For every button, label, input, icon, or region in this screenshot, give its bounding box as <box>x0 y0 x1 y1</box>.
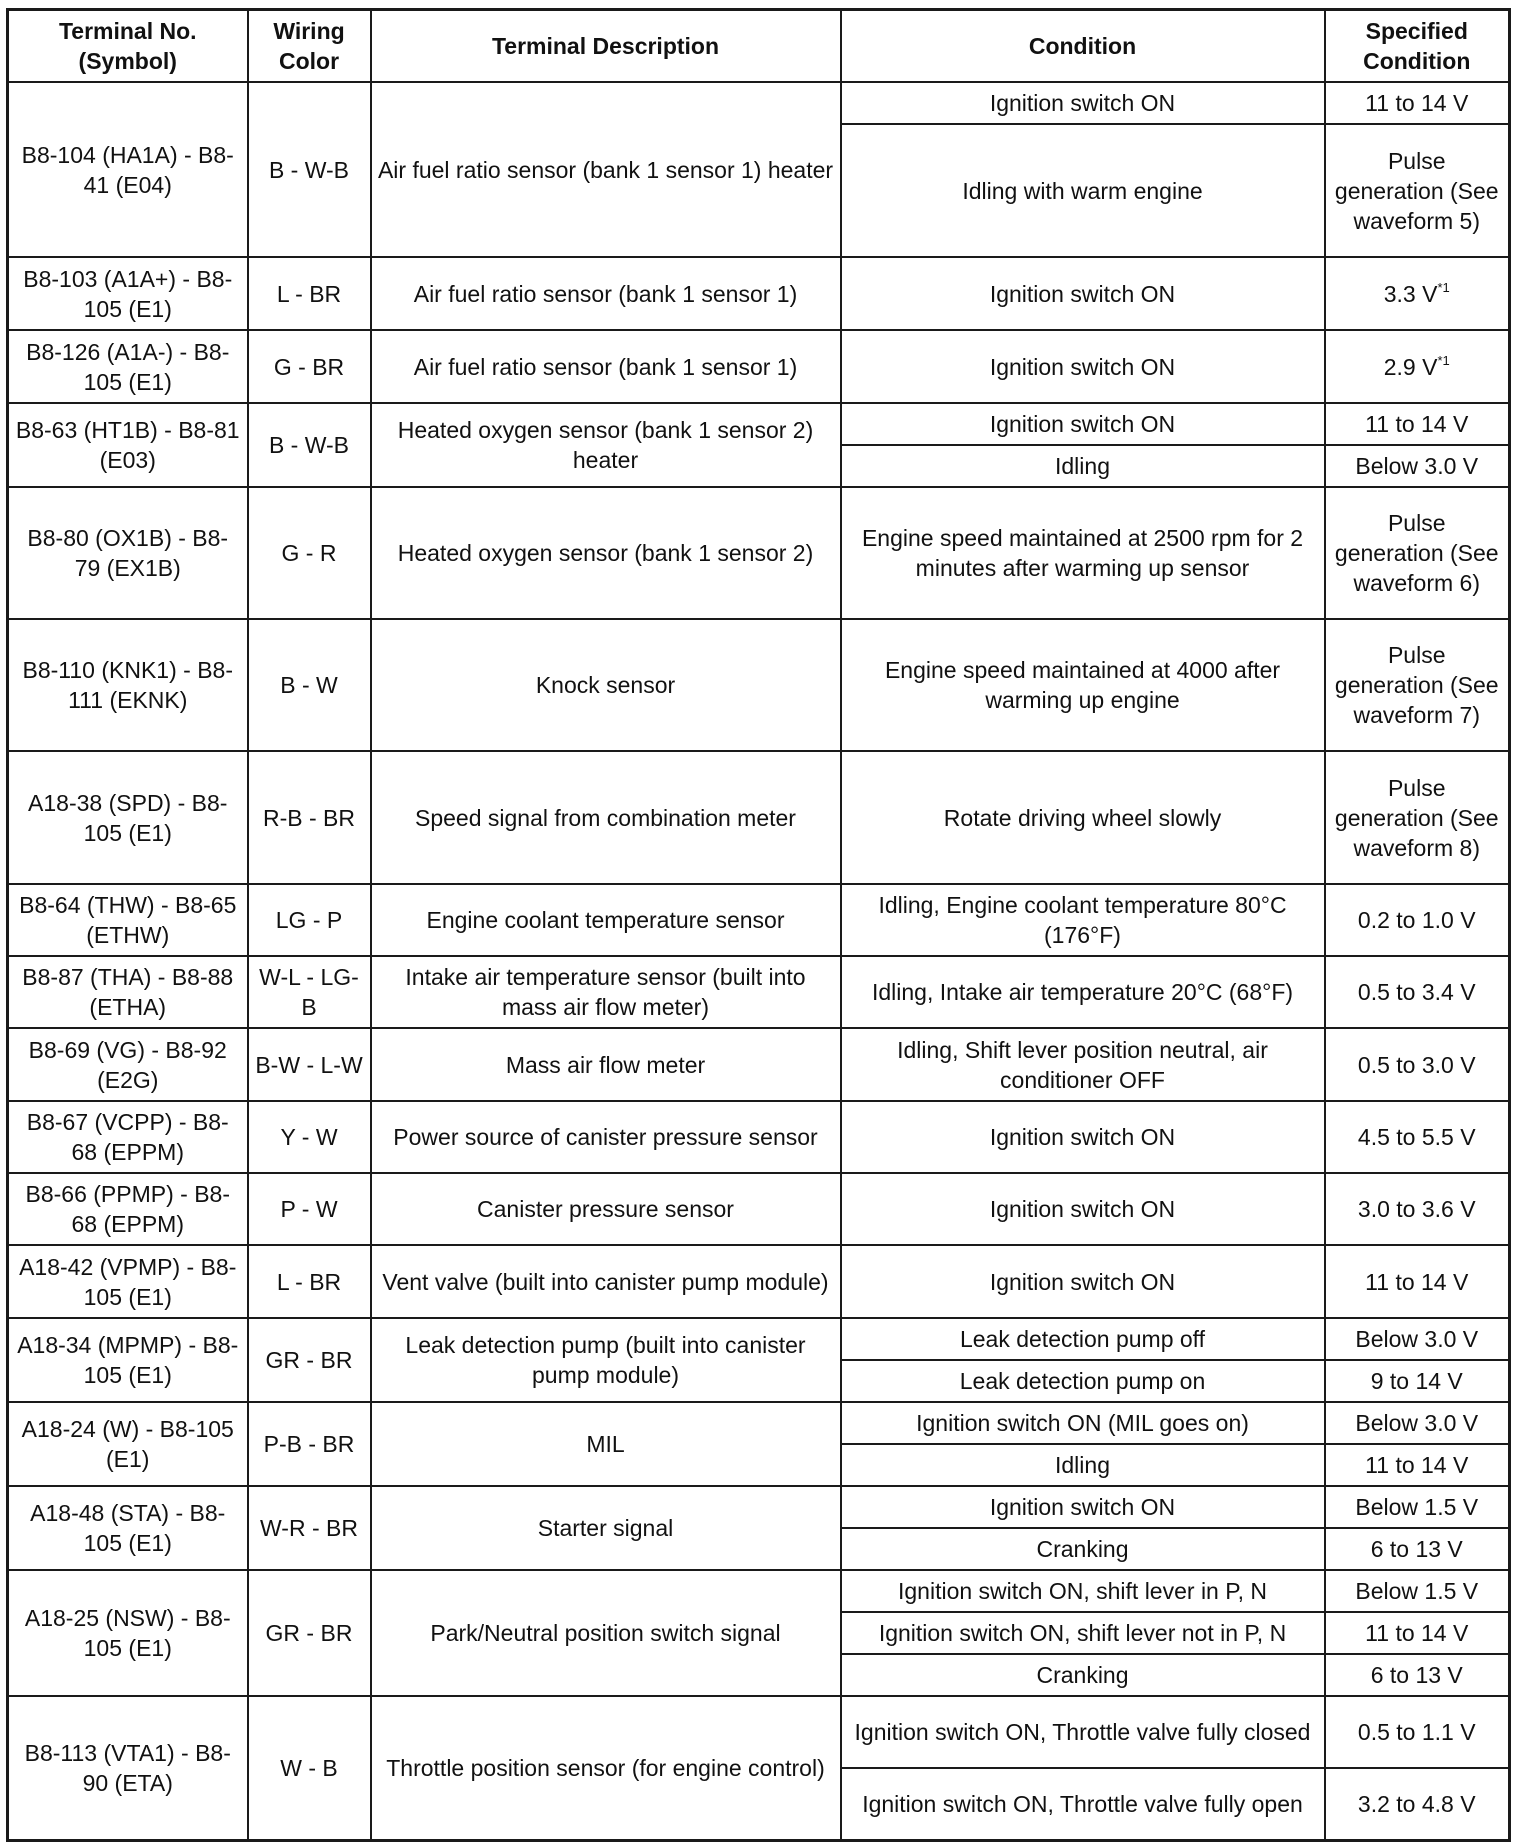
specified-condition-cell <box>1325 330 1510 403</box>
terminal-cell: A18-38 (SPD) - B8-105 (E1) <box>8 751 248 884</box>
specified-value: Pulse generation (See waveform 7) <box>1334 642 1499 728</box>
condition-cell: Ignition switch ON (MIL goes on) <box>841 1402 1325 1444</box>
wiring-color-cell: Y - W <box>248 1101 371 1173</box>
terminal-cell: B8-87 (THA) - B8-88 (ETHA) <box>8 956 248 1028</box>
terminal-cell: A18-48 (STA) - B8-105 (E1) <box>8 1486 248 1570</box>
specified-value: 6 to 13 V <box>1370 1662 1463 1688</box>
specified-value: 0.5 to 3.4 V <box>1357 979 1476 1005</box>
condition-cell: Ignition switch ON <box>841 330 1325 403</box>
condition-cell: Ignition switch ON <box>841 1245 1325 1318</box>
wiring-color-cell: GR - BR <box>248 1318 371 1402</box>
wiring-color-cell: G - R <box>248 487 371 619</box>
condition-cell: Idling, Shift lever position neutral, air conditioner OFF <box>841 1028 1325 1101</box>
specified-value: Below 1.5 V <box>1355 1578 1479 1604</box>
wiring-color-cell: G - BR <box>248 330 371 403</box>
header-specified-condition: Specified Condition <box>1325 10 1510 83</box>
specified-value: 11 to 14 V <box>1365 1620 1469 1646</box>
specified-condition-cell <box>1325 257 1510 330</box>
specified-value: 9 to 14 V <box>1370 1368 1463 1394</box>
terminal-cell: B8-67 (VCPP) - B8-68 (EPPM) <box>8 1101 248 1173</box>
table-row <box>8 751 1510 884</box>
wiring-color-cell: B - W <box>248 619 371 751</box>
specified-value: Pulse generation (See waveform 5) <box>1334 147 1499 234</box>
terminal-description-cell: MIL <box>371 1402 841 1486</box>
specified-value: 11 to 14 V <box>1365 1452 1469 1478</box>
table-row <box>8 956 1510 1028</box>
condition-cell: Cranking <box>841 1528 1325 1570</box>
terminal-cell: B8-110 (KNK1) - B8-111 (EKNK) <box>8 619 248 751</box>
table-row <box>8 1318 1510 1360</box>
table-row <box>8 1696 1510 1768</box>
table-row <box>8 1245 1510 1318</box>
spec-table-wrapper <box>6 8 1508 1842</box>
specified-condition-cell <box>1325 619 1510 751</box>
specified-condition-cell <box>1325 403 1510 445</box>
wiring-color-cell: P - W <box>248 1173 371 1245</box>
footnote-marker: *1 <box>1437 352 1450 368</box>
specified-condition-cell <box>1325 1612 1510 1654</box>
condition-cell: Leak detection pump on <box>841 1360 1325 1402</box>
terminal-description-cell: Canister pressure sensor <box>371 1173 841 1245</box>
header-wiring-color: Wiring Color <box>248 10 371 83</box>
condition-cell: Ignition switch ON <box>841 1486 1325 1528</box>
specified-condition-cell <box>1325 1173 1510 1245</box>
specified-condition-cell <box>1325 1528 1510 1570</box>
specified-value: Below 3.0 V <box>1355 453 1479 479</box>
wiring-color-cell: W - B <box>248 1696 371 1840</box>
condition-cell: Leak detection pump off <box>841 1318 1325 1360</box>
condition-cell: Ignition switch ON, shift lever not in P, N <box>841 1612 1325 1654</box>
specified-condition-cell <box>1325 82 1510 124</box>
specified-condition-cell <box>1325 1245 1510 1318</box>
table-row <box>8 257 1510 330</box>
table-row <box>8 487 1510 619</box>
condition-cell: Ignition switch ON <box>841 82 1325 124</box>
specified-value: 4.5 to 5.5 V <box>1357 1124 1476 1150</box>
terminal-description-cell: Mass air flow meter <box>371 1028 841 1101</box>
specified-condition-cell <box>1325 1444 1510 1486</box>
wiring-color-cell: LG - P <box>248 884 371 956</box>
specified-condition-cell <box>1325 124 1510 257</box>
terminal-cell: B8-126 (A1A-) - B8-105 (E1) <box>8 330 248 403</box>
condition-cell: Engine speed maintained at 4000 after warming up engine <box>841 619 1325 751</box>
header-condition: Condition <box>841 10 1325 83</box>
table-row <box>8 1101 1510 1173</box>
terminal-cell: A18-34 (MPMP) - B8-105 (E1) <box>8 1318 248 1402</box>
specified-value: Below 3.0 V <box>1355 1410 1479 1436</box>
condition-cell: Ignition switch ON <box>841 403 1325 445</box>
terminal-description-cell: Leak detection pump (built into canister pump module) <box>371 1318 841 1402</box>
specified-value: 6 to 13 V <box>1370 1536 1463 1562</box>
condition-cell: Cranking <box>841 1654 1325 1696</box>
specified-condition-cell <box>1325 1028 1510 1101</box>
condition-cell: Ignition switch ON <box>841 257 1325 330</box>
specified-value: Pulse generation (See waveform 8) <box>1334 774 1499 861</box>
table-body <box>8 82 1510 1840</box>
terminal-spec-table <box>6 8 1511 1842</box>
condition-cell: Ignition switch ON, Throttle valve fully open <box>841 1768 1325 1840</box>
terminal-description-cell: Heated oxygen sensor (bank 1 sensor 2) <box>371 487 841 619</box>
condition-cell: Rotate driving wheel slowly <box>841 751 1325 884</box>
terminal-cell: B8-63 (HT1B) - B8-81 (E03) <box>8 403 248 487</box>
wiring-color-cell: B - W-B <box>248 403 371 487</box>
table-row <box>8 884 1510 956</box>
specified-value: 0.5 to 1.1 V <box>1357 1719 1476 1745</box>
footnote-marker: *1 <box>1437 279 1450 295</box>
table-row <box>8 403 1510 445</box>
condition-cell: Idling, Intake air temperature 20°C (68°F) <box>841 956 1325 1028</box>
specified-condition-cell <box>1325 1570 1510 1612</box>
wiring-color-cell: L - BR <box>248 257 371 330</box>
terminal-cell: B8-80 (OX1B) - B8-79 (EX1B) <box>8 487 248 619</box>
specified-condition-cell <box>1325 1486 1510 1528</box>
table-row <box>8 82 1510 124</box>
specified-condition-cell <box>1325 1101 1510 1173</box>
table-row <box>8 330 1510 403</box>
wiring-color-cell: B-W - L-W <box>248 1028 371 1101</box>
specified-value: 3.0 to 3.6 V <box>1357 1196 1476 1222</box>
condition-cell: Ignition switch ON <box>841 1101 1325 1173</box>
terminal-description-cell: Speed signal from combination meter <box>371 751 841 884</box>
specified-value: Below 1.5 V <box>1355 1494 1479 1520</box>
specified-value: 3.2 to 4.8 V <box>1357 1790 1476 1817</box>
specified-condition-cell <box>1325 1318 1510 1360</box>
specified-value: Below 3.0 V <box>1355 1326 1479 1352</box>
terminal-description-cell: Air fuel ratio sensor (bank 1 sensor 1) <box>371 257 841 330</box>
condition-cell: Idling, Engine coolant temperature 80°C (176°F) <box>841 884 1325 956</box>
terminal-description-cell: Intake air temperature sensor (built into mass air flow meter) <box>371 956 841 1028</box>
condition-cell: Idling with warm engine <box>841 124 1325 257</box>
specified-condition-cell <box>1325 1696 1510 1768</box>
wiring-color-cell: L - BR <box>248 1245 371 1318</box>
specified-value: Pulse generation (See waveform 6) <box>1334 510 1499 596</box>
terminal-cell: A18-25 (NSW) - B8-105 (E1) <box>8 1570 248 1696</box>
terminal-description-cell: Heated oxygen sensor (bank 1 sensor 2) heater <box>371 403 841 487</box>
terminal-cell: B8-113 (VTA1) - B8-90 (ETA) <box>8 1696 248 1840</box>
table-row <box>8 1486 1510 1528</box>
specified-condition-cell <box>1325 956 1510 1028</box>
table-row <box>8 1570 1510 1612</box>
table-row <box>8 1028 1510 1101</box>
specified-condition-cell <box>1325 487 1510 619</box>
wiring-color-cell: GR - BR <box>248 1570 371 1696</box>
terminal-cell: B8-104 (HA1A) - B8-41 (E04) <box>8 82 248 257</box>
terminal-cell: A18-42 (VPMP) - B8-105 (E1) <box>8 1245 248 1318</box>
specified-value: 11 to 14 V <box>1365 90 1469 116</box>
condition-cell: Ignition switch ON, Throttle valve fully closed <box>841 1696 1325 1768</box>
specified-value: 3.3 V <box>1383 280 1438 307</box>
specified-value: 0.2 to 1.0 V <box>1357 907 1476 933</box>
terminal-cell: B8-64 (THW) - B8-65 (ETHW) <box>8 884 248 956</box>
terminal-description-cell: Power source of canister pressure sensor <box>371 1101 841 1173</box>
wiring-color-cell: W-R - BR <box>248 1486 371 1570</box>
wiring-color-cell: R-B - BR <box>248 751 371 884</box>
wiring-color-cell: B - W-B <box>248 82 371 257</box>
terminal-description-cell: Vent valve (built into canister pump module) <box>371 1245 841 1318</box>
table-row <box>8 1402 1510 1444</box>
specified-value: 0.5 to 3.0 V <box>1357 1051 1476 1078</box>
specified-value: 11 to 14 V <box>1365 1268 1469 1295</box>
terminal-description-cell: Air fuel ratio sensor (bank 1 sensor 1) <box>371 330 841 403</box>
specified-condition-cell <box>1325 445 1510 487</box>
terminal-cell: B8-66 (PPMP) - B8-68 (EPPM) <box>8 1173 248 1245</box>
terminal-cell: B8-103 (A1A+) - B8-105 (E1) <box>8 257 248 330</box>
specified-value: 2.9 V <box>1383 353 1438 380</box>
terminal-cell: A18-24 (W) - B8-105 (E1) <box>8 1402 248 1486</box>
specified-condition-cell <box>1325 1654 1510 1696</box>
condition-cell: Idling <box>841 445 1325 487</box>
terminal-description-cell: Air fuel ratio sensor (bank 1 sensor 1) heater <box>371 82 841 257</box>
specified-value: 11 to 14 V <box>1365 411 1469 437</box>
terminal-cell: B8-69 (VG) - B8-92 (E2G) <box>8 1028 248 1101</box>
header-terminal: Terminal No. (Symbol) <box>8 10 248 83</box>
terminal-description-cell: Knock sensor <box>371 619 841 751</box>
header-row <box>8 10 1510 83</box>
specified-condition-cell <box>1325 1768 1510 1840</box>
header-terminal-description: Terminal Description <box>371 10 841 83</box>
table-row <box>8 619 1510 751</box>
specified-condition-cell <box>1325 751 1510 884</box>
specified-condition-cell <box>1325 1402 1510 1444</box>
condition-cell: Ignition switch ON, shift lever in P, N <box>841 1570 1325 1612</box>
condition-cell: Idling <box>841 1444 1325 1486</box>
wiring-color-cell: W-L - LG-B <box>248 956 371 1028</box>
wiring-color-cell: P-B - BR <box>248 1402 371 1486</box>
condition-cell: Engine speed maintained at 2500 rpm for 2 minutes after warming up sensor <box>841 487 1325 619</box>
specified-condition-cell <box>1325 884 1510 956</box>
terminal-description-cell: Throttle position sensor (for engine control) <box>371 1696 841 1840</box>
terminal-description-cell: Park/Neutral position switch signal <box>371 1570 841 1696</box>
condition-cell: Ignition switch ON <box>841 1173 1325 1245</box>
terminal-description-cell: Starter signal <box>371 1486 841 1570</box>
terminal-description-cell: Engine coolant temperature sensor <box>371 884 841 956</box>
specified-condition-cell <box>1325 1360 1510 1402</box>
table-row <box>8 1173 1510 1245</box>
